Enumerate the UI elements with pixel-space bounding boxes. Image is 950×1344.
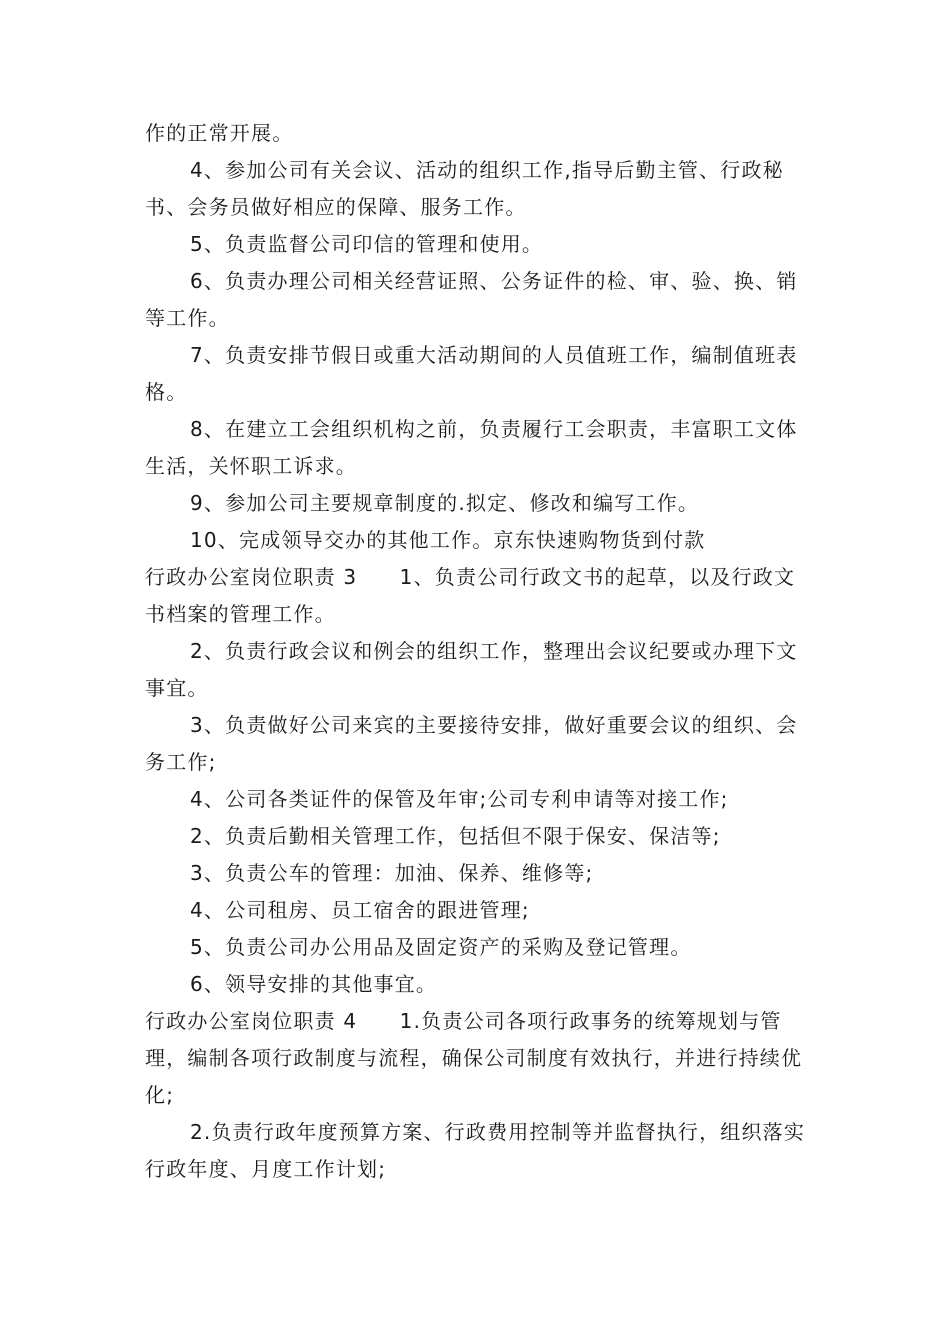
paragraph: 5、负责监督公司印信的管理和使用。 <box>190 232 544 256</box>
paragraph: 6、负责办理公司相关经营证照、公务证件的检、审、验、换、销等工作。 <box>145 269 798 330</box>
paragraph: 4、参加公司有关会议、活动的组织工作,指导后勤主管、行政秘书、会务员做好相应的保障、服务工作。 <box>145 158 784 219</box>
paragraph: 2.负责行政年度预算方案、行政费用控制等并监督执行，组织落实行政年度、月度工作计划; <box>145 1120 806 1181</box>
paragraph: 2、负责后勤相关管理工作，包括但不限于保安、保洁等; <box>190 824 721 848</box>
paragraph: 7、负责安排节假日或重大活动期间的人员值班工作，编制值班表格。 <box>145 343 798 404</box>
paragraph: 作的正常开展。 <box>145 121 294 145</box>
paragraph: 6、领导安排的其他事宜。 <box>190 972 438 996</box>
paragraph: 4、公司租房、员工宿舍的跟进管理; <box>190 898 530 922</box>
paragraph: 3、负责公车的管理：加油、保养、维修等; <box>190 861 594 885</box>
paragraph: 5、负责公司办公用品及固定资产的采购及登记管理。 <box>190 935 692 959</box>
paragraph: 9、参加公司主要规章制度的.拟定、修改和编写工作。 <box>190 491 700 515</box>
paragraph: 4、公司各类证件的保管及年审;公司专利申请等对接工作; <box>190 787 729 811</box>
section-heading-paragraph: 行政办公室岗位职责 3 1、负责公司行政文书的起草，以及行政文书档案的管理工作。 <box>145 565 796 626</box>
paragraph: 3、负责做好公司来宾的主要接待安排，做好重要会议的组织、会务工作; <box>145 713 798 774</box>
section-heading-paragraph: 行政办公室岗位职责 4 1.负责公司各项行政事务的统筹规划与管理，编制各项行政制度与流程，确保公司制度有效执行，并进行持续优化; <box>145 1009 803 1107</box>
paragraph: 10、完成领导交办的其他工作。京东快速购物货到付款 <box>190 528 706 552</box>
paragraph: 8、在建立工会组织机构之前，负责履行工会职责，丰富职工文体生活，关怀职工诉求。 <box>145 417 798 478</box>
document-body <box>145 115 815 1188</box>
paragraph: 2、负责行政会议和例会的组织工作，整理出会议纪要或办理下文事宜。 <box>145 639 798 700</box>
